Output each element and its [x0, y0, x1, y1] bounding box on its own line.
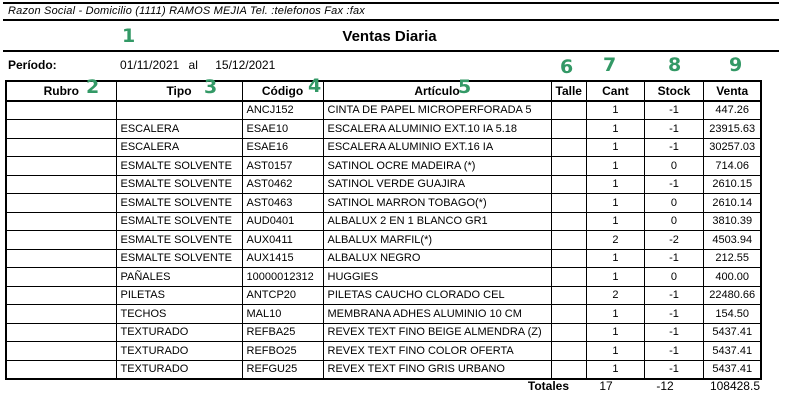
- cell-venta: 3810.39: [703, 212, 761, 231]
- top-rule: [3, 2, 779, 4]
- cell-articulo: MEMBRANA ADHES ALUMINIO 10 CM: [323, 305, 551, 324]
- cell-articulo: ALBALUX 2 EN 1 BLANCO GR1: [323, 212, 551, 231]
- cell-cant: 1: [586, 305, 644, 324]
- cell-codigo: REFGU25: [242, 360, 323, 379]
- cell-rubro: [6, 138, 116, 157]
- period-from-date: 01/11/2021: [120, 58, 180, 72]
- cell-cant: 1: [586, 120, 644, 139]
- cell-articulo: ESCALERA ALUMINIO EXT.10 IA 5.18: [323, 120, 551, 139]
- cell-stock: 0: [644, 194, 703, 213]
- column-header-talle: Talle: [551, 81, 586, 101]
- cell-venta: 23915.63: [703, 120, 761, 139]
- period-row: [8, 58, 275, 72]
- cell-articulo: CINTA DE PAPEL MICROPERFORADA 5: [323, 101, 551, 120]
- cell-stock: -1: [644, 120, 703, 139]
- cell-rubro: [6, 323, 116, 342]
- cell-codigo: 10000012312: [242, 268, 323, 287]
- cell-talle: [551, 120, 586, 139]
- cell-cant: 1: [586, 212, 644, 231]
- totals-venta-value: 108428.5: [709, 379, 760, 393]
- totals-row: [5, 379, 760, 393]
- annotation-number-4: 4: [308, 75, 322, 97]
- cell-stock: -1: [644, 138, 703, 157]
- table-row: [6, 249, 761, 268]
- cell-stock: -1: [644, 342, 703, 361]
- cell-cant: 1: [586, 101, 644, 120]
- cell-rubro: [6, 249, 116, 268]
- cell-rubro: [6, 120, 116, 139]
- cell-venta: 5437.41: [703, 360, 761, 379]
- cell-articulo: SATINOL VERDE GUAJIRA: [323, 175, 551, 194]
- cell-cant: 1: [586, 342, 644, 361]
- cell-codigo: AUX1415: [242, 249, 323, 268]
- column-header-stock: Stock: [644, 81, 703, 101]
- cell-stock: -1: [644, 175, 703, 194]
- cell-talle: [551, 286, 586, 305]
- column-header-rubro: Rubro: [6, 81, 116, 101]
- annotation-number-6: 6: [560, 56, 574, 78]
- cell-talle: [551, 360, 586, 379]
- cell-articulo: REVEX TEXT FINO GRIS URBANO: [323, 360, 551, 379]
- cell-venta: 2610.14: [703, 194, 761, 213]
- cell-rubro: [6, 212, 116, 231]
- period-to-date: 15/12/2021: [215, 58, 276, 72]
- totals-label: Totales: [527, 379, 569, 393]
- cell-stock: 0: [644, 268, 703, 287]
- annotation-number-9: 9: [729, 54, 743, 76]
- cell-articulo: HUGGIES: [323, 268, 551, 287]
- cell-tipo: ESMALTE SOLVENTE: [116, 157, 242, 176]
- cell-venta: 22480.66: [703, 286, 761, 305]
- cell-tipo: ESMALTE SOLVENTE: [116, 231, 242, 250]
- cell-venta: 30257.03: [703, 138, 761, 157]
- cell-venta: 400.00: [703, 268, 761, 287]
- cell-cant: 1: [586, 323, 644, 342]
- cell-talle: [551, 175, 586, 194]
- cell-rubro: [6, 101, 116, 120]
- period-separator: al: [188, 58, 198, 72]
- cell-talle: [551, 231, 586, 250]
- cell-stock: -2: [644, 231, 703, 250]
- cell-talle: [551, 194, 586, 213]
- cell-talle: [551, 138, 586, 157]
- cell-stock: -1: [644, 101, 703, 120]
- cell-codigo: ANTCP20: [242, 286, 323, 305]
- cell-tipo: TEXTURADO: [116, 342, 242, 361]
- cell-codigo: ESAE10: [242, 120, 323, 139]
- annotation-number-1: 1: [122, 25, 136, 47]
- cell-articulo: REVEX TEXT FINO COLOR OFERTA: [323, 342, 551, 361]
- table-row: [6, 286, 761, 305]
- cell-tipo: ESMALTE SOLVENTE: [116, 194, 242, 213]
- cell-codigo: AST0157: [242, 157, 323, 176]
- cell-rubro: [6, 286, 116, 305]
- cell-tipo: TEXTURADO: [116, 323, 242, 342]
- cell-tipo: ESMALTE SOLVENTE: [116, 249, 242, 268]
- table-header-row: [6, 81, 761, 101]
- totals-cant-value: 17: [599, 379, 613, 393]
- cell-tipo: ESCALERA: [116, 120, 242, 139]
- cell-articulo: ALBALUX MARFIL(*): [323, 231, 551, 250]
- table-row: [6, 231, 761, 250]
- cell-rubro: [6, 342, 116, 361]
- cell-stock: -1: [644, 323, 703, 342]
- table-row: [6, 342, 761, 361]
- cell-articulo: PILETAS CAUCHO CLORADO CEL: [323, 286, 551, 305]
- cell-talle: [551, 305, 586, 324]
- cell-stock: 0: [644, 212, 703, 231]
- table-row: [6, 120, 761, 139]
- cell-articulo: SATINOL OCRE MADEIRA (*): [323, 157, 551, 176]
- cell-codigo: REFBA25: [242, 323, 323, 342]
- cell-codigo: AST0463: [242, 194, 323, 213]
- company-header-line: Razon Social - Domicilio (1111) RAMOS MEJIA Tel. :telefonos Fax :fax: [8, 5, 365, 17]
- cell-stock: -1: [644, 305, 703, 324]
- cell-tipo: PAÑALES: [116, 268, 242, 287]
- cell-talle: [551, 268, 586, 287]
- cell-venta: 5437.41: [703, 342, 761, 361]
- cell-cant: 1: [586, 194, 644, 213]
- annotation-number-2: 2: [86, 76, 100, 98]
- cell-rubro: [6, 194, 116, 213]
- cell-codigo: ANCJ152: [242, 101, 323, 120]
- cell-talle: [551, 323, 586, 342]
- cell-stock: -1: [644, 286, 703, 305]
- cell-articulo: REVEX TEXT FINO BEIGE ALMENDRA (Z): [323, 323, 551, 342]
- cell-codigo: MAL10: [242, 305, 323, 324]
- table-row: [6, 323, 761, 342]
- title-divider-rule: [3, 50, 779, 52]
- column-header-venta: Venta: [703, 81, 761, 101]
- cell-talle: [551, 101, 586, 120]
- cell-venta: 447.26: [703, 101, 761, 120]
- table-row: [6, 101, 761, 120]
- cell-articulo: ESCALERA ALUMINIO EXT.16 IA: [323, 138, 551, 157]
- cell-codigo: AST0462: [242, 175, 323, 194]
- column-header-tipo: Tipo: [116, 81, 242, 101]
- table-row: [6, 175, 761, 194]
- cell-talle: [551, 212, 586, 231]
- cell-cant: 1: [586, 138, 644, 157]
- cell-rubro: [6, 231, 116, 250]
- cell-cant: 2: [586, 286, 644, 305]
- cell-rubro: [6, 157, 116, 176]
- cell-venta: 212.55: [703, 249, 761, 268]
- period-label: Período:: [8, 58, 57, 72]
- cell-codigo: REFBO25: [242, 342, 323, 361]
- cell-tipo: ESMALTE SOLVENTE: [116, 212, 242, 231]
- cell-articulo: SATINOL MARRON TOBAGO(*): [323, 194, 551, 213]
- cell-codigo: AUX0411: [242, 231, 323, 250]
- annotation-number-7: 7: [603, 54, 617, 76]
- cell-tipo: ESCALERA: [116, 138, 242, 157]
- cell-stock: 0: [644, 157, 703, 176]
- cell-tipo: [116, 101, 242, 120]
- annotation-number-3: 3: [204, 76, 218, 98]
- cell-articulo: ALBALUX NEGRO: [323, 249, 551, 268]
- cell-talle: [551, 157, 586, 176]
- annotation-number-5: 5: [458, 76, 472, 98]
- cell-rubro: [6, 305, 116, 324]
- cell-cant: 1: [586, 157, 644, 176]
- column-header-cant: Cant: [586, 81, 644, 101]
- cell-cant: 1: [586, 175, 644, 194]
- table-row: [6, 212, 761, 231]
- cell-rubro: [6, 360, 116, 379]
- cell-tipo: TECHOS: [116, 305, 242, 324]
- header-divider-rule: [3, 19, 779, 21]
- cell-stock: -1: [644, 360, 703, 379]
- column-header-articulo: Artículo: [323, 81, 551, 101]
- table-row: [6, 305, 761, 324]
- cell-rubro: [6, 268, 116, 287]
- cell-tipo: PILETAS: [116, 286, 242, 305]
- cell-cant: 1: [586, 268, 644, 287]
- totals-stock-value: -12: [656, 379, 674, 393]
- cell-venta: 714.06: [703, 157, 761, 176]
- cell-codigo: ESAE16: [242, 138, 323, 157]
- cell-tipo: ESMALTE SOLVENTE: [116, 175, 242, 194]
- cell-stock: -1: [644, 249, 703, 268]
- cell-talle: [551, 342, 586, 361]
- table-row: [6, 157, 761, 176]
- cell-venta: 4503.94: [703, 231, 761, 250]
- cell-codigo: AUD0401: [242, 212, 323, 231]
- cell-venta: 2610.15: [703, 175, 761, 194]
- cell-cant: 1: [586, 360, 644, 379]
- table-row: [6, 268, 761, 287]
- table-row: [6, 360, 761, 379]
- table-row: [6, 194, 761, 213]
- cell-rubro: [6, 175, 116, 194]
- report-title: Ventas Diaria: [342, 28, 437, 45]
- sales-table: [5, 76, 762, 380]
- annotation-number-8: 8: [668, 54, 682, 76]
- cell-talle: [551, 249, 586, 268]
- table-row: [6, 138, 761, 157]
- cell-cant: 2: [586, 231, 644, 250]
- cell-tipo: TEXTURADO: [116, 360, 242, 379]
- cell-venta: 154.50: [703, 305, 761, 324]
- cell-venta: 5437.41: [703, 323, 761, 342]
- cell-cant: 1: [586, 249, 644, 268]
- column-header-codigo: Código: [242, 81, 323, 101]
